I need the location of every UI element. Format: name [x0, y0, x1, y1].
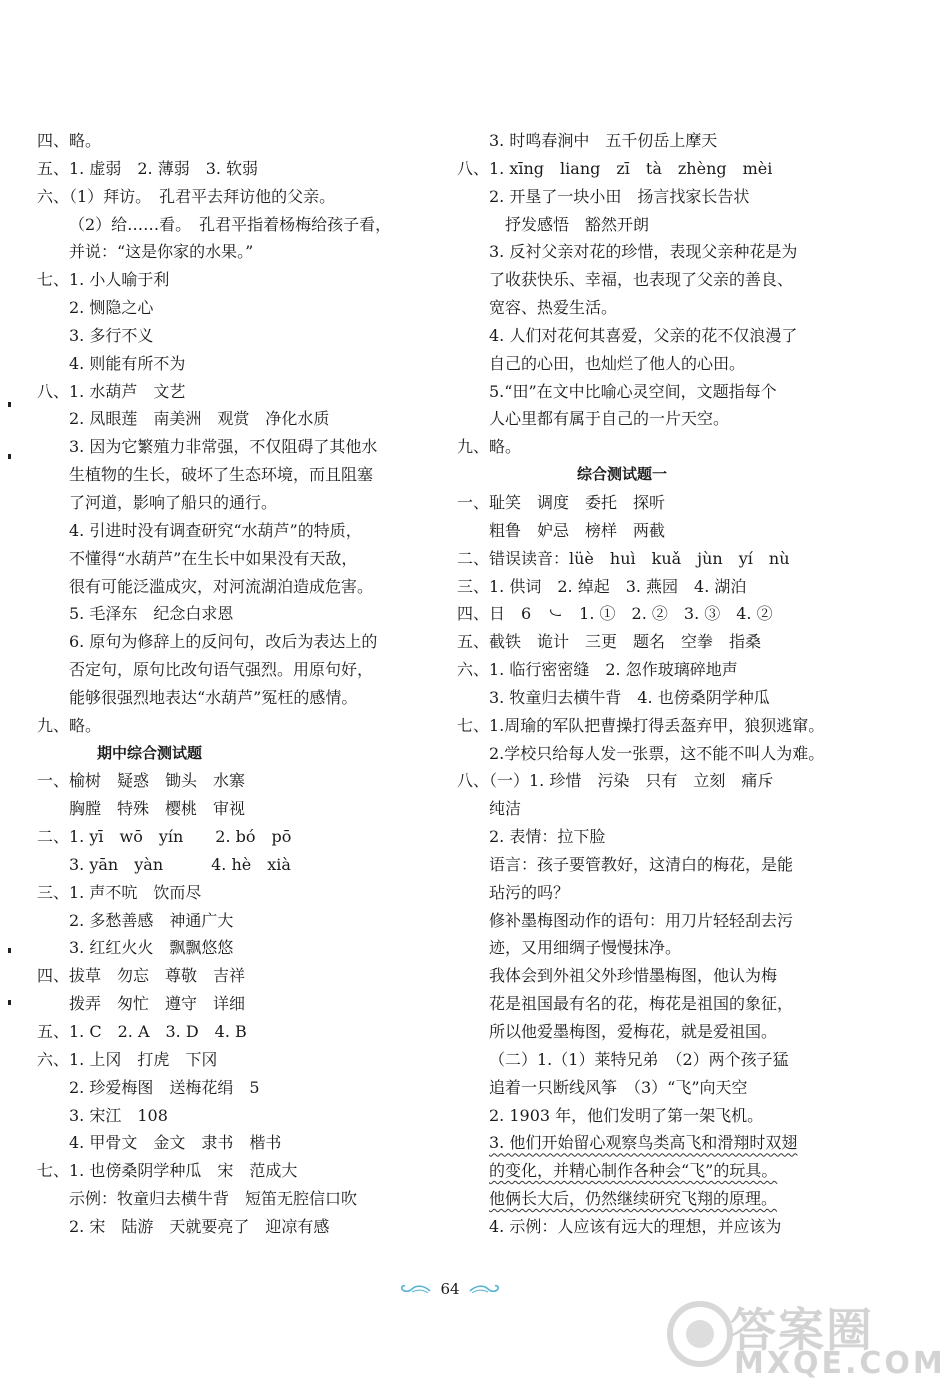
answer-text: 四、拔草 勿忘 尊敬 吉祥	[37, 966, 246, 986]
answer-line	[457, 350, 817, 378]
answer-text: 很有可能泛滥成灾，对河流湖泊造成危害。	[69, 576, 374, 596]
answer-text: 否定句，原句比改句语气强烈。用原句好，	[69, 660, 374, 680]
answer-text: 六、（1）拜访。 孔君平去拜访他的父亲。	[37, 186, 336, 206]
answer-text: 并说：“这是你家的水果。”	[69, 242, 254, 262]
answer-text: 3. 多行不义	[69, 325, 154, 345]
answer-text: 自己的心田，也灿烂了他人的心田。	[489, 353, 746, 373]
answer-line	[37, 294, 407, 322]
watermark-domain: MXQE.COM	[734, 1346, 946, 1381]
answer-line	[37, 405, 407, 433]
answer-line	[457, 211, 817, 239]
answer-text: 花是祖国最有名的花，梅花是祖国的象征，	[489, 994, 794, 1014]
answer-text: 他俩长大后，仍然继续研究飞翔的原理。	[489, 1189, 778, 1209]
answer-line	[457, 322, 817, 350]
answer-text: 期中综合测试题	[97, 743, 203, 762]
answer-text: 八、1. 水葫芦 文艺	[37, 381, 186, 401]
answer-text: 四、日 6 ㇃ 1. ① 2. ② 3. ③ 4. ②	[457, 604, 773, 624]
answer-text: 2. 凤眼莲 南美洲 观赏 净化水质	[69, 409, 330, 429]
answer-line	[37, 489, 407, 517]
answer-text: 4. 人们对花何其喜爱，父亲的花不仅浪漫了	[489, 325, 798, 345]
answer-line	[37, 1185, 407, 1213]
margin-mark	[8, 402, 11, 407]
answer-text: 胸膛 特殊 樱桃 审视	[69, 799, 246, 819]
answer-text: 人心里都有属于自己的一片天空。	[489, 409, 730, 429]
answer-line	[457, 600, 817, 628]
answer-text: 修补墨梅图动作的语句：用刀片轻轻刮去污	[489, 910, 794, 930]
answer-line	[457, 823, 817, 851]
answer-line	[37, 517, 407, 545]
answer-line	[37, 962, 407, 990]
answer-text: 3. 牧童归去横牛背 4. 也傍桑阴学种瓜	[489, 687, 770, 707]
answer-line	[457, 712, 825, 740]
answer-text: 七、1.周瑜的军队把曹操打得丢盔弃甲，狼狈逃窜。	[457, 715, 825, 735]
answer-text: 5. 毛泽东 纪念白求恩	[69, 604, 234, 624]
answer-text: 4. 引进时没有调查研究“水葫芦”的特质，	[69, 520, 362, 540]
answer-line	[457, 684, 817, 712]
answer-text: 九、略。	[457, 437, 522, 457]
answer-text: 粗鲁 妒忌 榜样 两截	[489, 520, 666, 540]
answer-line	[37, 211, 407, 239]
answer-line	[37, 1102, 407, 1130]
answer-text: 五、截铁 诡计 三更 题名 空拳 指桑	[457, 632, 762, 652]
answer-text: 3. 反衬父亲对花的珍惜，表现父亲种花是为	[489, 242, 798, 262]
answer-text: 不懂得“水葫芦”在生长中如果没有天敌，	[69, 548, 358, 568]
answer-line	[457, 879, 817, 907]
answer-line	[37, 433, 407, 461]
answer-text: 4. 则能有所不为	[69, 353, 186, 373]
answer-line	[457, 740, 825, 768]
answer-line	[37, 823, 407, 851]
answer-line	[37, 238, 407, 266]
margin-mark	[8, 1000, 11, 1005]
answer-line	[37, 879, 407, 907]
answer-text: 的变化，并精心制作各种会“飞”的玩具。	[489, 1161, 778, 1181]
answer-text: 2. 1903 年，他们发明了第一架飞机。	[489, 1105, 764, 1125]
answer-line	[457, 656, 817, 684]
answer-text: 4. 示例：人应该有远大的理想，并应该为	[489, 1216, 782, 1236]
answer-text: 七、1. 小人喻于利	[37, 270, 170, 290]
left-column	[37, 127, 407, 1241]
answer-line	[37, 350, 407, 378]
answer-text: 示例：牧童归去横牛背 短笛无腔信口吹	[69, 1189, 358, 1209]
answer-text: 宽容、热爱生活。	[489, 298, 618, 318]
answer-line	[457, 405, 817, 433]
answer-line	[457, 795, 817, 823]
answer-text: 了河道，影响了船只的通行。	[69, 492, 278, 512]
answer-line	[37, 907, 407, 935]
watermark	[660, 1290, 946, 1386]
answer-line	[457, 767, 817, 795]
answer-line	[37, 934, 407, 962]
answer-text: 3. 因为它繁殖力非常强，不仅阻碍了其他水	[69, 437, 378, 457]
answer-text: 三、1. 供词 2. 绰起 3. 燕园 4. 湖泊	[457, 576, 747, 596]
margin-mark	[8, 948, 11, 953]
answer-text: 2. 珍爱梅图 送梅花绢 5	[69, 1077, 260, 1097]
watermark-title: 答案圈	[730, 1303, 874, 1357]
answer-text: 2. 表情：拉下脸	[489, 827, 606, 847]
answer-line	[37, 266, 407, 294]
answer-text: 五、1. C 2. A 3. D 4. B	[37, 1022, 247, 1041]
answer-line	[37, 155, 407, 183]
answer-text: 语言：孩子要管教好，这清白的梅花，是能	[489, 854, 794, 874]
answer-text: 4. 甲骨文 金文 隶书 楷书	[69, 1133, 282, 1153]
answer-text: 拨弄 匆忙 遵守 详细	[69, 994, 246, 1014]
answer-text: 四、略。	[37, 131, 102, 150]
answer-line	[457, 1129, 817, 1157]
answer-text: 一、耻笑 调度 委托 探听	[457, 492, 666, 512]
right-ornament-icon	[468, 1282, 502, 1296]
answer-line	[37, 1046, 407, 1074]
answer-text: 3. 他们开始留心观察鸟类高飞和滑翔时双翅	[489, 1133, 798, 1153]
answer-line	[457, 378, 817, 406]
answer-line	[457, 155, 817, 183]
answer-line	[37, 1018, 407, 1046]
answer-line	[457, 1102, 817, 1130]
answer-line	[457, 517, 817, 545]
answer-line	[457, 1185, 817, 1213]
answer-line	[37, 183, 407, 211]
answer-text: 3. 宋江 108	[69, 1105, 168, 1125]
answer-text: 2. 开垦了一块小田 扬言找家长告状	[489, 186, 750, 206]
answer-text: 2. 多愁善感 神通广大	[69, 910, 234, 930]
page-footer	[380, 1277, 520, 1301]
answer-line	[37, 628, 407, 656]
answer-text: 八、1. xīng liang zī tà zhèng mèi	[457, 158, 773, 178]
answer-line	[457, 934, 817, 962]
answer-text: 6. 原句为修辞上的反问句，改后为表达上的	[69, 632, 378, 652]
answer-line	[37, 600, 407, 628]
answer-text: 2. 宋 陆游 天就要亮了 迎凉有感	[69, 1216, 330, 1236]
answer-text: 五、1. 虚弱 2. 薄弱 3. 软弱	[37, 158, 259, 178]
answer-text: 二、1. yī wō yín 2. bó pō	[37, 827, 292, 847]
answer-line	[457, 990, 817, 1018]
answer-line	[457, 1018, 817, 1046]
answer-line	[457, 628, 817, 656]
answer-line	[37, 127, 407, 155]
answer-text: 能够很强烈地表达“水葫芦”冤枉的感情。	[69, 687, 358, 707]
section-title	[457, 461, 817, 489]
section-title	[37, 740, 407, 768]
page-number: 64	[440, 1280, 460, 1298]
answer-text: 迹，又用细绸子慢慢抹净。	[489, 938, 682, 958]
answer-line	[37, 1213, 407, 1241]
answer-line	[37, 684, 407, 712]
answer-line	[457, 266, 817, 294]
answer-line	[37, 1129, 407, 1157]
answer-line	[37, 712, 407, 740]
answer-line	[37, 656, 407, 684]
answer-line	[457, 573, 817, 601]
answer-line	[457, 962, 817, 990]
answer-line	[37, 573, 407, 601]
answer-line	[457, 183, 817, 211]
answer-text: 纯洁	[489, 799, 522, 819]
answer-text: 六、1. 临行密密缝 2. 忽作玻璃碎地声	[457, 660, 738, 680]
answer-line	[37, 767, 407, 795]
answer-line	[457, 1074, 817, 1102]
answer-line	[457, 907, 817, 935]
answer-text: 追着一只断线风筝 （3）“飞”向天空	[489, 1077, 748, 1097]
answer-text: 二、错误读音：lüè huì kuǎ jùn yí nù	[457, 548, 790, 568]
answer-line	[457, 238, 817, 266]
answer-line	[457, 127, 817, 155]
answer-text: 所以他爱墨梅图，爱梅花，就是爱祖国。	[489, 1022, 778, 1041]
answer-line	[37, 545, 407, 573]
answer-line	[37, 322, 407, 350]
answer-line	[37, 1074, 407, 1102]
answer-text: 综合测试题一	[577, 465, 668, 484]
answer-line	[457, 1213, 817, 1241]
answer-line	[457, 294, 817, 322]
answer-text: 我体会到外祖父外珍惜墨梅图，他认为梅	[489, 966, 778, 986]
answer-text: 生植物的生长，破坏了生态环境，而且阻塞	[69, 465, 374, 485]
answer-text: 八、（一）1. 珍惜 污染 只有 立刻 痛斥	[457, 771, 774, 791]
answer-text: （二）1.（1）莱特兄弟 （2）两个孩子猛	[489, 1049, 789, 1069]
answer-text: （2）给……看。 孔君平指着杨梅给孩子看，	[69, 214, 392, 234]
answer-line	[37, 378, 407, 406]
answer-text: 六、1. 上冈 打虎 下冈	[37, 1049, 218, 1069]
answer-text: 三、1. 声不吭 饮而尽	[37, 882, 202, 902]
answer-text: 2. 恻隐之心	[69, 298, 154, 318]
answer-line	[457, 851, 817, 879]
answer-text: 3. yān yàn 4. hè xià	[69, 854, 291, 874]
answer-text: 九、略。	[37, 715, 102, 735]
answer-text: 玷污的吗？	[489, 882, 570, 902]
answer-line	[37, 851, 407, 879]
answer-line	[37, 795, 407, 823]
answer-line	[457, 1157, 817, 1185]
answer-line	[37, 461, 407, 489]
answer-text: 3. 红红火火 飘飘悠悠	[69, 938, 234, 958]
answer-line	[457, 489, 817, 517]
answer-text: 3. 时鸣春涧中 五千仞岳上摩天	[489, 131, 718, 150]
answer-line	[457, 545, 817, 573]
answer-line	[457, 433, 817, 461]
answer-text: 了收获快乐、幸福，也表现了父亲的善良、	[489, 270, 794, 290]
answer-text: 一、榆树 疑惑 锄头 水寨	[37, 771, 246, 791]
answer-line	[37, 1157, 407, 1185]
answer-text: 5.“田”在文中比喻心灵空间，文题指每个	[489, 381, 777, 401]
answer-line	[37, 990, 407, 1018]
left-ornament-icon	[398, 1282, 432, 1296]
margin-mark	[8, 454, 11, 459]
answer-text: 2.学校只给每人发一张票，这不能不叫人为难。	[489, 743, 825, 763]
answer-line	[457, 1046, 817, 1074]
right-column	[457, 127, 825, 1241]
answer-text: 七、1. 也傍桑阴学种瓜 宋 范成大	[37, 1161, 298, 1181]
answer-text: 抒发感悟 豁然开朗	[505, 214, 650, 234]
